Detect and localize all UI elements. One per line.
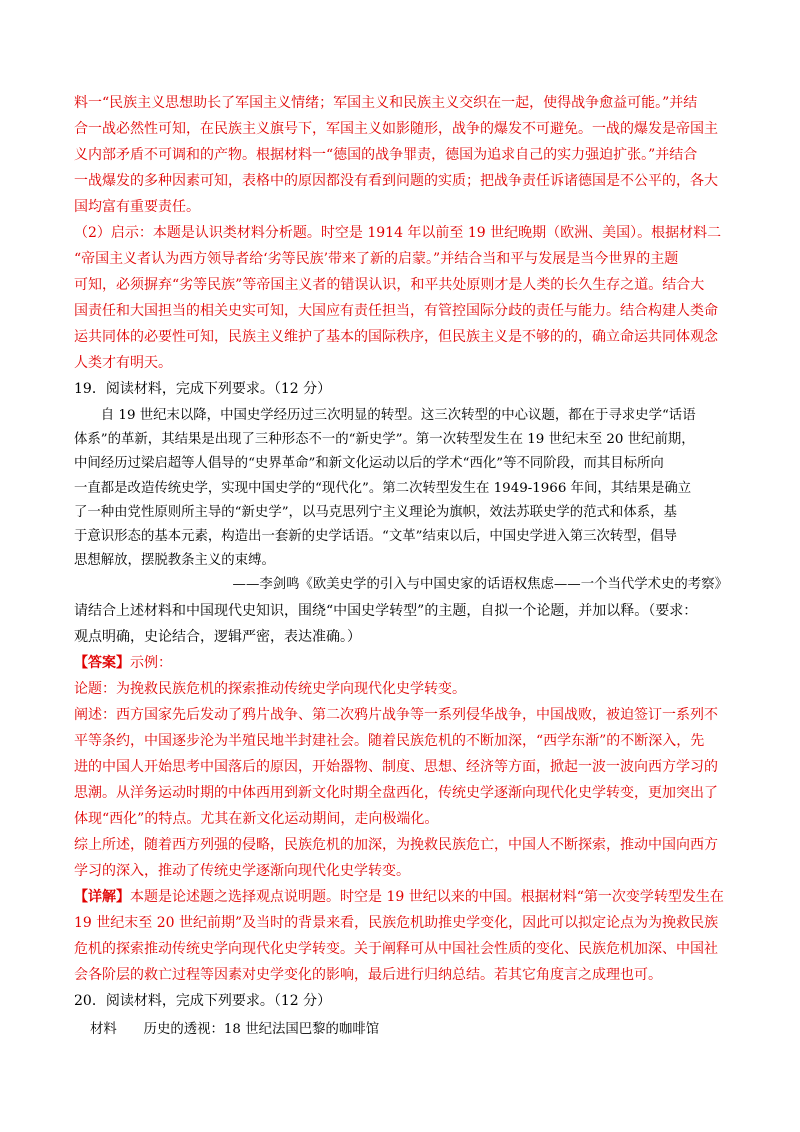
text-line: 阐述：西方国家先后发动了鸦片战争、第二次鸦片战争等一系列侵华战争，中国战败，被迫签订一系列不 — [74, 706, 718, 723]
answer-tag: 【答案】 — [74, 654, 130, 671]
text-line: 体现“西化”的特点。尤其在新文化运动期间，走向极端化。 — [74, 810, 439, 827]
text-line: “帝国主义者认为西方领导者给‘劣等民族’带来了新的启蒙。”并结合当和平与发展是当今世界的主题 — [74, 251, 679, 267]
q18-analysis-continuation — [74, 90, 728, 220]
text-line: 进的中国人开始思考中国落后的原因，开始器物、制度、思想、经济等方面，掀起一波一波向西方学习的 — [74, 758, 718, 775]
material-line: 自 19 世纪末以降，中国史学经历过三次明显的转型。这三次转型的中心议题，都在于寻求史学“话语 — [74, 408, 696, 423]
text-line: 会各阶层的救亡过程等因素对史学变化的影响，最后进行归纳总结。若其它角度言之成理也可。 — [74, 966, 662, 983]
material-line: 一直都是改造传统史学，实现中国史学的“现代化”。第二次转型发生在 1949-1966 年间，其结果是确立 — [74, 480, 692, 496]
text-line: （2）启示：本题是认识类材料分析题。时空是 1914 年以前至 19 世纪晚期（欧洲、美国）。根据材料二 — [74, 225, 722, 241]
text-line: 一战爆发的多种因素可知，表格中的原因都没有看到问题的实质；把战争责任诉诸德国是不公平的，各大 — [74, 173, 718, 189]
question-19-material — [74, 404, 728, 598]
text-line: 综上所述，随着西方列强的侵略，民族危机的加深，为挽救民族危亡，中国人不断探索，推动中国向西方 — [74, 836, 718, 853]
text-line: 国均富有重要责任。 — [74, 199, 200, 215]
material-source: ——李剑鸣《欧美史学的引入与中国史家的话语权焦虑——一个当代学术史的考察》 — [232, 577, 728, 593]
detail-heading — [74, 884, 728, 910]
text-line: 可知，必须摒弃“劣等民族”等帝国主义者的错误认识，和平共处原则才是人类的长久生存之道。结合大 — [74, 277, 705, 293]
text-line: 运共同体的必要性可知，民族主义维护了基本的国际秩序，但民族主义是不够的的，确立命运共同体观念 — [74, 329, 718, 345]
text-line: 国责任和大国担当的相关史实可知，大国应有责任担当，有管控国际分歧的责任与能力。结合构建人类命 — [74, 303, 718, 319]
text-line: 合一战必然性可知，在民族主义旗号下，军国主义如影随形，战争的爆发不可避免。一战的爆发是帝国主 — [74, 121, 718, 137]
question-19-answer — [74, 650, 728, 988]
material-line: 中间经历过梁启超等人倡导的“史界革命”和新文化运动以后的学术“西化”等不同阶段，而其目标所向 — [74, 456, 664, 472]
text-line: 论题：为挽救民族危机的探索推动传统史学向现代化史学转变。 — [74, 680, 466, 697]
text-line: 危机的探索推动传统史学向现代化史学转变。关于阐释可从中国社会性质的变化、民族危机加深、中国社 — [74, 940, 718, 957]
material-line: 了一种由党性原则所主导的“新史学”，以马克思列宁主义理论为旗帜，效法苏联史学的范式和体系，基 — [74, 504, 677, 520]
material-line: 材料 历史的透视：18 世纪法国巴黎的咖啡馆 — [90, 1021, 380, 1037]
text-line: 观点明确，史论结合，逻辑严密，表达准确。） — [74, 628, 361, 645]
material-line: 于意识形态的基本元素，构造出一套新的史学话语。“文革”结束以后，中国史学进入第三次转型，倡导 — [74, 529, 677, 545]
question-19-requirement — [74, 598, 728, 650]
text-line: 义内部矛盾不可调和的产物。根据材料一“德国的战争罪责，德国为追求自己的实力强迫扩张。”并结合 — [74, 147, 698, 163]
text-line: 学习的深入，推动了传统史学逐渐向现代化史学转变。 — [74, 862, 410, 879]
question-20-material — [74, 1018, 728, 1042]
answer-heading — [74, 650, 728, 676]
material-line: 思想解放，摆脱教条主义的束缚。 — [74, 553, 275, 569]
question-19-title: 19．阅读材料，完成下列要求。（12 分） — [74, 381, 332, 397]
document-page — [74, 90, 728, 1042]
text-line: 思潮。从洋务运动时期的中体西用到新文化时期全盘西化，传统史学逐渐向现代化史学转变，更加突出了 — [74, 784, 718, 801]
q18-part2-analysis — [74, 220, 728, 376]
text-line: 人类才有明天。 — [74, 355, 172, 371]
text-line: 平等条约，中国逐步沦为半殖民地半封建社会。随着民族危机的不断加深，“西学东渐”的不断深入，先 — [74, 732, 705, 749]
answer-intro: 示例： — [130, 654, 172, 671]
text-line: 19 世纪末至 20 世纪前期”及当时的背景来看，民族危机助推史学变化，因此可以拟定论点为为挽救民族 — [74, 914, 719, 931]
material-line: 体系”的革新，其结果是出现了三种形态不一的“新史学”。第一次转型发生在 19 世纪末至 20 世纪前期， — [74, 432, 695, 448]
text-line: 料一“民族主义思想助长了军国主义情绪；军国主义和民族主义交织在一起，使得战争愈益可能。”并结 — [74, 95, 698, 111]
detail-tag: 【详解】 — [74, 888, 130, 905]
detail-first-line: 本题是论述题之选择观点说明题。时空是 19 世纪以来的中国。根据材料“第一次变学转型发生在 — [130, 888, 724, 905]
question-20-title: 20．阅读材料，完成下列要求。（12 分） — [74, 992, 332, 1009]
text-line: 请结合上述材料和中国现代史知识，围绕“中国史学转型”的主题，自拟一个论题，并加以释。（要求： — [74, 602, 698, 619]
